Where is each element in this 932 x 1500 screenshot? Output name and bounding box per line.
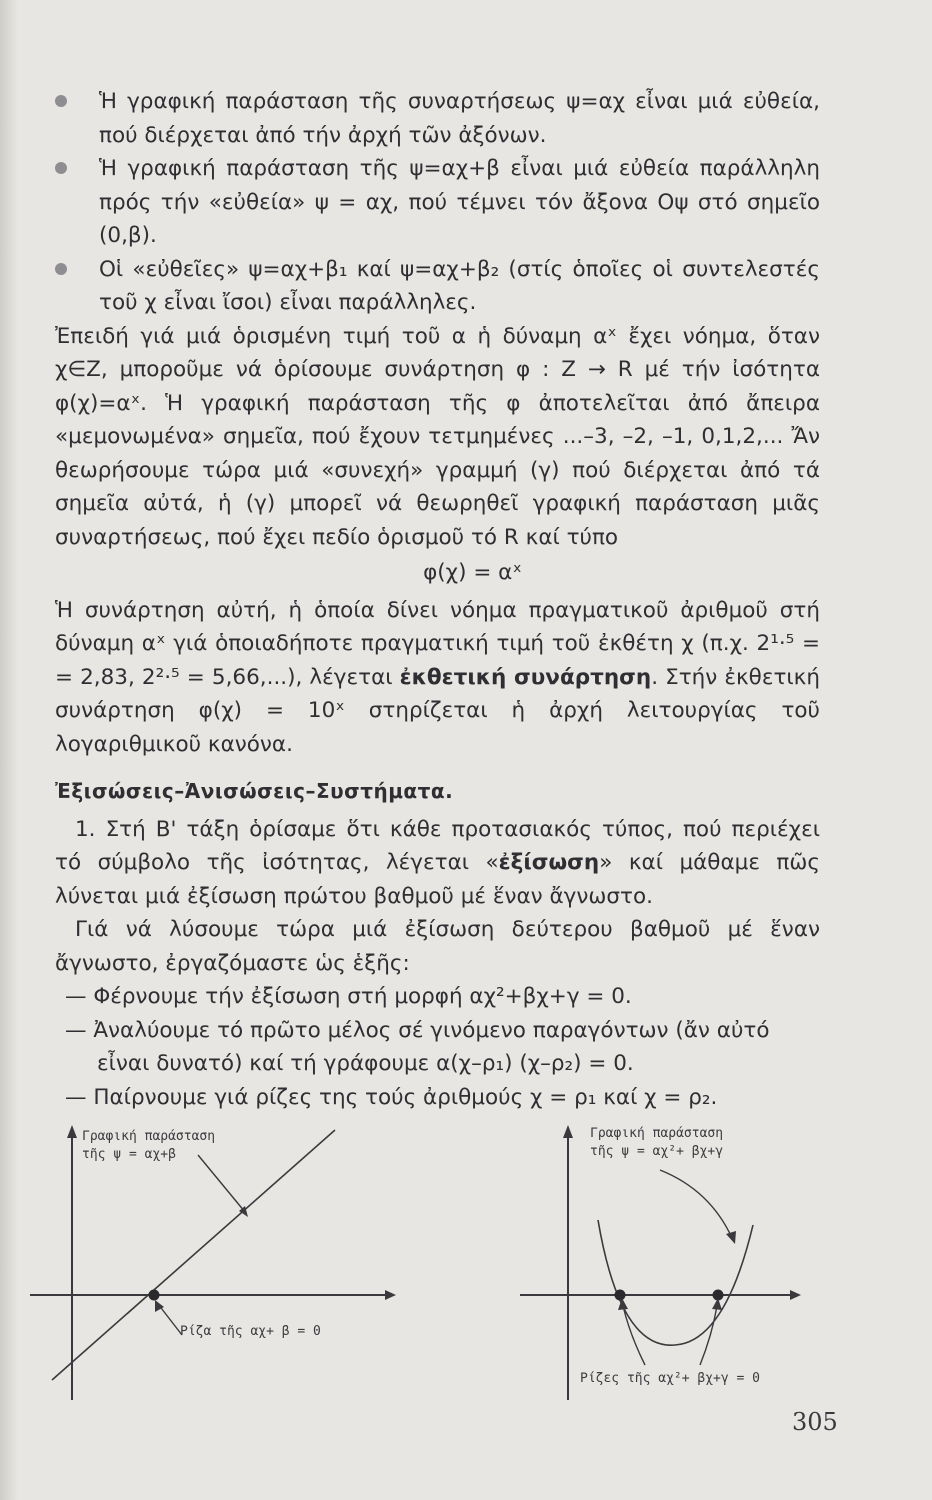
page-content bbox=[55, 85, 820, 1114]
right-title-pointer bbox=[660, 1170, 732, 1238]
section-title: Ἐξισώσεις–Ἀνισώσεις–Συστήματα. bbox=[55, 779, 454, 803]
paragraph-text: . Στήν ἐκθετική συνάρτηση φ(χ) = 10ˣ στηρίζεται ἡ ἀρχή λειτουργίας τοῦ λογαριθμικοῦ κανόνα. bbox=[55, 664, 820, 757]
bullet-dot-icon bbox=[55, 162, 67, 174]
page-edge-shadow bbox=[0, 0, 18, 1500]
figure-graphs bbox=[20, 1110, 820, 1400]
left-line-graph bbox=[52, 1130, 335, 1380]
bullet-dot-icon bbox=[55, 263, 67, 275]
left-y-axis-arrow-icon bbox=[67, 1125, 77, 1138]
right-title-pointer-arrow-icon bbox=[726, 1231, 736, 1244]
right-roots-label: Ρίζες τῆς αχ²+ βχ+γ = 0 bbox=[580, 1371, 761, 1386]
right-y-axis-arrow-icon bbox=[563, 1125, 573, 1138]
step-item bbox=[55, 1081, 820, 1115]
paragraph-quadratic-intro: Γιά νά λύσουμε τώρα μιά ἐξίσωση δεύτερου βαθμοῦ μέ ἕναν ἄγνωστο, ἐργαζόμαστε ὡς ἑξῆς: bbox=[55, 917, 820, 976]
left-x-axis-arrow-icon bbox=[385, 1290, 396, 1300]
left-root-label: Ρίζα τῆς αχ+ β = 0 bbox=[180, 1324, 321, 1339]
right-graph-title-line2: τῆς ψ = αχ²+ βχ+γ bbox=[590, 1144, 724, 1159]
right-parabola-graph bbox=[598, 1220, 753, 1345]
paragraph-exponential-intro: Ἐπειδή γιά μιά ὁρισμένη τιμή τοῦ α ἡ δύναμη αˣ ἔχει νόημα, ὅταν χ∈Ζ, μποροῦμε νά ὁρίσουμε συνάρτηση φ : Ζ → R μέ τήν ἰσότητα φ(χ)=αˣ. Ἡ γραφική παράσταση τῆς φ ἀποτελεῖται ἀπό ἄπειρα «μεμονωμένα» σημεῖα, πού ἔχουν τετμημένες ...–3, –2, –1, 0,1,2,... Ἄν θεωρήσουμε τώρα μιά «συνεχή» γραμμή (γ) πού διέρχεται ἀπό τά σημεῖα αὐτά, ἡ (γ) μπορεῖ νά θεωρηθεῖ γραφική παράσταση μιᾶς συναρτήσεως, πού ἔχει πεδίο ὁρισμοῦ τό R καί τύπο bbox=[55, 323, 820, 550]
step-item bbox=[55, 1014, 820, 1081]
bullet-text: Οἱ «εὐθεῖες» ψ=αχ+β₁ καί ψ=αχ+β₂ (στίς ὁποῖες οἱ συντελεστές τοῦ χ εἶναι ἴσοι) εἶναι παράλληλες. bbox=[99, 256, 820, 315]
bullet-item bbox=[55, 253, 820, 320]
paragraph-exponential-definition bbox=[55, 594, 820, 762]
left-root-pointer bbox=[158, 1304, 182, 1335]
term-exponential-function: ἐκθετική συνάρτηση bbox=[399, 664, 652, 690]
left-graph-title bbox=[82, 1128, 215, 1164]
paragraph-text: » καί μάθαμε πῶς λύνεται μιά ἐξίσωση πρώτου βαθμοῦ μέ ἕναν ἄγνωστο. bbox=[55, 850, 820, 909]
bullet-dot-icon bbox=[55, 95, 67, 107]
paragraph-equation-definition bbox=[55, 813, 820, 914]
paragraph-text: Στή Β' τάξη ὁρίσαμε ὅτι κάθε προτασιακός τύπος, πού περιέχει τό σύμβολο τῆς ἰσότητας, λέγεται « bbox=[55, 816, 820, 875]
bullet-text: Ἡ γραφική παράσταση τῆς συναρτήσεως ψ=αχ εἶναι μιά εὐθεία, πού διέρχεται ἀπό τήν ἀρχή τῶν ἀξόνων. bbox=[99, 89, 820, 148]
step-text: — Παίρνουμε γιά ρίζες της τούς ἀριθμούς χ = ρ₁ καί χ = ρ₂. bbox=[65, 1084, 718, 1110]
right-root-pointer-1 bbox=[623, 1306, 645, 1365]
left-graph-title-line2: τῆς ψ = αχ+β bbox=[82, 1147, 176, 1162]
right-root-pointer-2 bbox=[700, 1306, 717, 1365]
step-text-continued: εἶναι δυνατό) καί τή γράφουμε α(χ–ρ₁) (χ–ρ₂) = 0. bbox=[97, 1051, 634, 1076]
term-equation: ἐξίσωση bbox=[498, 850, 600, 875]
paragraph-text: Ἡ συνάρτηση αὐτή, ἡ ὁποία δίνει νόημα πραγματικοῦ ἀριθμοῦ στή δύναμη αˣ γιά ὁποιαδήποτε πραγματική τιμή τοῦ ἐκθέτη χ (π.χ. 2¹·⁵ = = 2,83, 2²·⁵ = 5,66,...), λέγεται bbox=[55, 597, 820, 690]
right-x-axis-arrow-icon bbox=[790, 1290, 801, 1300]
step-text: — Φέρνουμε τήν ἐξίσωση στή μορφή αχ²+βχ+γ = 0. bbox=[65, 984, 632, 1009]
right-graph-title bbox=[590, 1125, 723, 1161]
left-graph-title-line1: Γραφική παράσταση bbox=[82, 1129, 216, 1144]
formula-exponential: φ(χ) = αˣ bbox=[423, 560, 522, 585]
item-number: 1. bbox=[75, 816, 96, 842]
right-graph-title-line1: Γραφική παράσταση bbox=[590, 1126, 724, 1141]
left-root-point bbox=[149, 1290, 160, 1301]
bullet-text: Ἡ γραφική παράσταση τῆς ψ=αχ+β εἶναι μιά εὐθεία παράλληλη πρός τήν «εὐθεία» ψ = αχ, πού τέμνει τόν ἄξονα Οψ στό σημεῖο (0,β). bbox=[99, 156, 820, 248]
page-number: 305 bbox=[792, 1408, 838, 1436]
right-root-point-1 bbox=[615, 1290, 626, 1301]
step-text: — Ἀναλύουμε τό πρῶτο μέλος σέ γινόμενο παραγόντων (ἄν αὐτό bbox=[65, 1017, 770, 1043]
bullet-item bbox=[55, 85, 820, 152]
bullet-item bbox=[55, 152, 820, 253]
step-item bbox=[55, 980, 820, 1014]
